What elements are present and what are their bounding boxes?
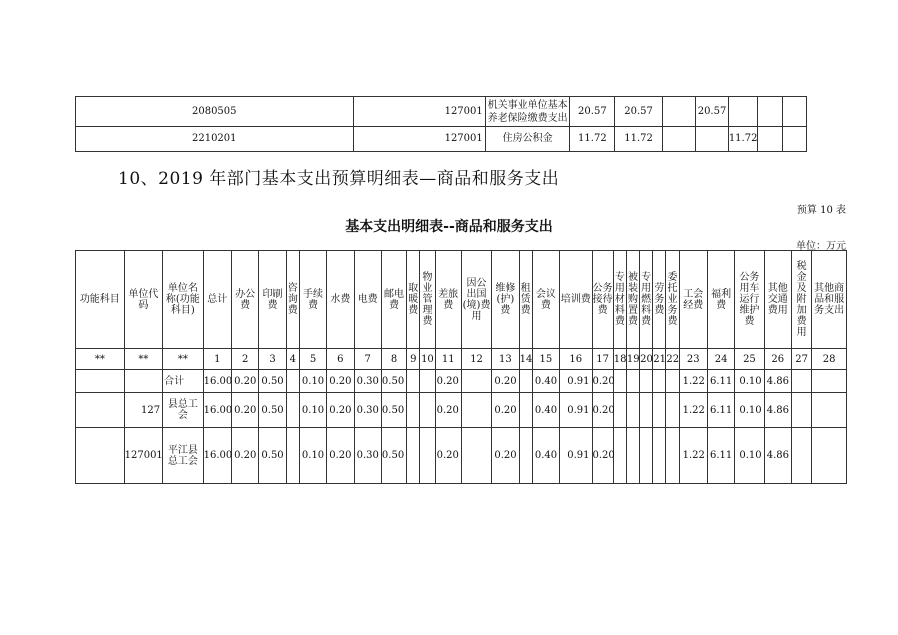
cell-value [662, 97, 695, 127]
column-number: 8 [381, 349, 406, 370]
column-number: 14 [519, 349, 532, 370]
cell-value: 0.20 [492, 428, 519, 484]
table-row [76, 370, 847, 393]
cell-value [626, 393, 639, 428]
column-number: 27 [791, 349, 811, 370]
cell-value: 16.00 [203, 393, 231, 428]
column-number: 25 [735, 349, 764, 370]
column-number: 6 [327, 349, 354, 370]
column-number: 2 [231, 349, 258, 370]
column-number: 24 [707, 349, 734, 370]
cell-value: 0.40 [532, 428, 559, 484]
cell-value: 0.20 [231, 370, 258, 393]
column-header: 办公费 [231, 251, 258, 349]
cell-value: 0.30 [354, 370, 381, 393]
column-number: 21 [653, 349, 666, 370]
cell-unit: 127001 [353, 127, 485, 152]
cell-value [461, 428, 491, 484]
column-number: 11 [435, 349, 461, 370]
column-number: 16 [560, 349, 592, 370]
column-number: ** [163, 349, 204, 370]
column-header: 福利费 [707, 251, 734, 349]
column-header: 税金及附加费用 [791, 251, 811, 349]
column-header: 工会经费 [679, 251, 707, 349]
cell-value: 1.22 [679, 428, 707, 484]
column-number-row [76, 349, 847, 370]
cell-value: 11.72 [728, 127, 758, 152]
column-number: 13 [492, 349, 519, 370]
cell-function-subject [76, 393, 125, 428]
cell-function-subject [76, 428, 125, 484]
cell-value: 0.40 [532, 393, 559, 428]
column-header: 因公出国(境)费用 [461, 251, 491, 349]
cell-value [461, 393, 491, 428]
column-header: 其他商品和服务支出 [812, 251, 847, 349]
cell-value: 0.50 [381, 428, 406, 484]
cell-value: 0.91 [560, 428, 592, 484]
cell-value [613, 393, 626, 428]
table-number: 预算 10 表 [796, 205, 846, 216]
cell-value [461, 370, 491, 393]
cell-value: 0.10 [299, 370, 326, 393]
cell-value: 11.72 [570, 127, 615, 152]
cell-value [407, 428, 420, 484]
column-header: 公务用车运行维护费 [735, 251, 764, 349]
column-header: 咨询费 [286, 251, 299, 349]
cell-value [696, 127, 729, 152]
column-number: 7 [354, 349, 381, 370]
cell-value [666, 428, 679, 484]
cell-value: 1.22 [679, 393, 707, 428]
column-number: 4 [286, 349, 299, 370]
cell-value: 6.11 [707, 393, 734, 428]
cell-code: 2210201 [76, 127, 354, 152]
cell-value: 0.50 [381, 370, 406, 393]
cell-value [626, 428, 639, 484]
cell-value: 0.20 [327, 393, 354, 428]
cell-value: 0.50 [259, 428, 286, 484]
column-header: 总计 [203, 251, 231, 349]
column-number: ** [76, 349, 125, 370]
cell-value [728, 97, 758, 127]
column-number: ** [124, 349, 162, 370]
cell-value: 0.20 [492, 370, 519, 393]
column-header: 维修(护)费 [492, 251, 519, 349]
column-number: 19 [626, 349, 639, 370]
cell-value: 0.91 [560, 370, 592, 393]
cell-unit-name: 平江县总工会 [163, 428, 204, 484]
cell-value: 11.72 [615, 127, 662, 152]
cell-value: 1.22 [679, 370, 707, 393]
column-number: 9 [407, 349, 420, 370]
cell-value [791, 370, 811, 393]
cell-value: 20.57 [615, 97, 662, 127]
cell-name: 机关事业单位基本养老保险缴费支出 [485, 97, 570, 127]
column-number: 28 [812, 349, 847, 370]
cell-unit: 127001 [353, 97, 485, 127]
column-number: 20 [640, 349, 653, 370]
cell-value: 0.30 [354, 428, 381, 484]
column-number: 17 [592, 349, 613, 370]
cell-value [812, 428, 847, 484]
column-header: 功能科目 [76, 251, 125, 349]
cell-value: 0.10 [735, 370, 764, 393]
column-header: 单位代码 [124, 251, 162, 349]
cell-value: 0.50 [259, 370, 286, 393]
cell-value [812, 393, 847, 428]
cell-code: 2080505 [76, 97, 354, 127]
column-header: 手续费 [299, 251, 326, 349]
column-header: 被装购置费 [626, 251, 639, 349]
cell-value [519, 370, 532, 393]
cell-value [666, 370, 679, 393]
column-number: 1 [203, 349, 231, 370]
column-number: 3 [259, 349, 286, 370]
cell-value: 0.50 [259, 393, 286, 428]
cell-value: 4.86 [764, 428, 791, 484]
cell-unit-code: 127001 [124, 428, 162, 484]
cell-value: 0.10 [735, 393, 764, 428]
column-header: 水费 [327, 251, 354, 349]
cell-value [791, 428, 811, 484]
cell-value: 0.20 [327, 370, 354, 393]
cell-value: 6.11 [707, 428, 734, 484]
header-row [76, 251, 847, 349]
column-header: 印刷费 [259, 251, 286, 349]
column-header: 其他交通费用 [764, 251, 791, 349]
main-table [75, 250, 847, 484]
cell-value: 0.10 [299, 393, 326, 428]
column-number: 22 [666, 349, 679, 370]
cell-value: 0.40 [532, 370, 559, 393]
column-header: 专用材料费 [613, 251, 626, 349]
table-row [76, 97, 807, 127]
cell-value: 16.00 [203, 428, 231, 484]
column-number: 15 [532, 349, 559, 370]
table-row [76, 393, 847, 428]
column-header: 培训费 [560, 251, 592, 349]
table-row [76, 428, 847, 484]
unit-label: 单位：万元 [796, 241, 846, 252]
table-row [76, 127, 807, 152]
cell-value: 0.20 [592, 393, 613, 428]
cell-value: 0.10 [735, 428, 764, 484]
cell-value: 0.20 [231, 428, 258, 484]
cell-function-subject [76, 370, 125, 393]
cell-value: 20.57 [570, 97, 615, 127]
cell-value: 0.20 [492, 393, 519, 428]
cell-value: 0.30 [354, 393, 381, 428]
cell-value [420, 428, 435, 484]
cell-value [791, 393, 811, 428]
cell-value [653, 370, 666, 393]
cell-value: 4.86 [764, 370, 791, 393]
cell-value [420, 370, 435, 393]
section-heading: 10、2019 年部门基本支出预算明细表—商品和服务支出 [118, 169, 560, 189]
column-number: 26 [764, 349, 791, 370]
cell-value: 0.20 [592, 428, 613, 484]
cell-value [519, 393, 532, 428]
cell-value [666, 393, 679, 428]
cell-value [758, 127, 783, 152]
cell-value: 0.20 [435, 428, 461, 484]
cell-value [420, 393, 435, 428]
cell-value [286, 428, 299, 484]
cell-value [613, 370, 626, 393]
top-table [75, 96, 807, 152]
column-header: 取暖费 [407, 251, 420, 349]
column-header: 专用燃料费 [640, 251, 653, 349]
column-header: 单位名称(功能科目) [163, 251, 204, 349]
column-number: 18 [613, 349, 626, 370]
cell-value [640, 393, 653, 428]
column-number: 10 [420, 349, 435, 370]
cell-value [662, 127, 695, 152]
cell-value: 6.11 [707, 370, 734, 393]
cell-unit-name: 合计 [163, 370, 204, 393]
column-header: 差旅费 [435, 251, 461, 349]
cell-value: 0.20 [231, 393, 258, 428]
cell-value: 0.50 [381, 393, 406, 428]
cell-value [626, 370, 639, 393]
cell-unit-code: 127 [124, 393, 162, 428]
cell-value: 0.20 [435, 393, 461, 428]
cell-value [286, 393, 299, 428]
cell-value [783, 97, 807, 127]
cell-value [613, 428, 626, 484]
cell-value: 16.00 [203, 370, 231, 393]
cell-value: 0.91 [560, 393, 592, 428]
column-header: 电费 [354, 251, 381, 349]
cell-value [519, 428, 532, 484]
column-header: 租赁费 [519, 251, 532, 349]
cell-unit-name: 县总工会 [163, 393, 204, 428]
cell-value: 0.20 [435, 370, 461, 393]
column-number: 5 [299, 349, 326, 370]
cell-value [783, 127, 807, 152]
cell-value [640, 370, 653, 393]
column-header: 物业管理费 [420, 251, 435, 349]
column-header: 会议费 [532, 251, 559, 349]
column-number: 12 [461, 349, 491, 370]
cell-value [812, 370, 847, 393]
cell-value [653, 428, 666, 484]
column-number: 23 [679, 349, 707, 370]
cell-value [286, 370, 299, 393]
cell-value [640, 428, 653, 484]
column-header: 委托业务费 [666, 251, 679, 349]
column-header: 公务接待费 [592, 251, 613, 349]
cell-value: 0.20 [327, 428, 354, 484]
column-header: 邮电费 [381, 251, 406, 349]
cell-name: 住房公积金 [485, 127, 570, 152]
cell-value: 4.86 [764, 393, 791, 428]
column-header: 劳务费 [653, 251, 666, 349]
cell-value [407, 393, 420, 428]
cell-value [758, 97, 783, 127]
table-title: 基本支出明细表--商品和服务支出 [345, 219, 553, 235]
cell-value [407, 370, 420, 393]
cell-value [653, 393, 666, 428]
cell-unit-code [124, 370, 162, 393]
cell-value: 0.10 [299, 428, 326, 484]
cell-value: 20.57 [696, 97, 729, 127]
cell-value: 0.20 [592, 370, 613, 393]
